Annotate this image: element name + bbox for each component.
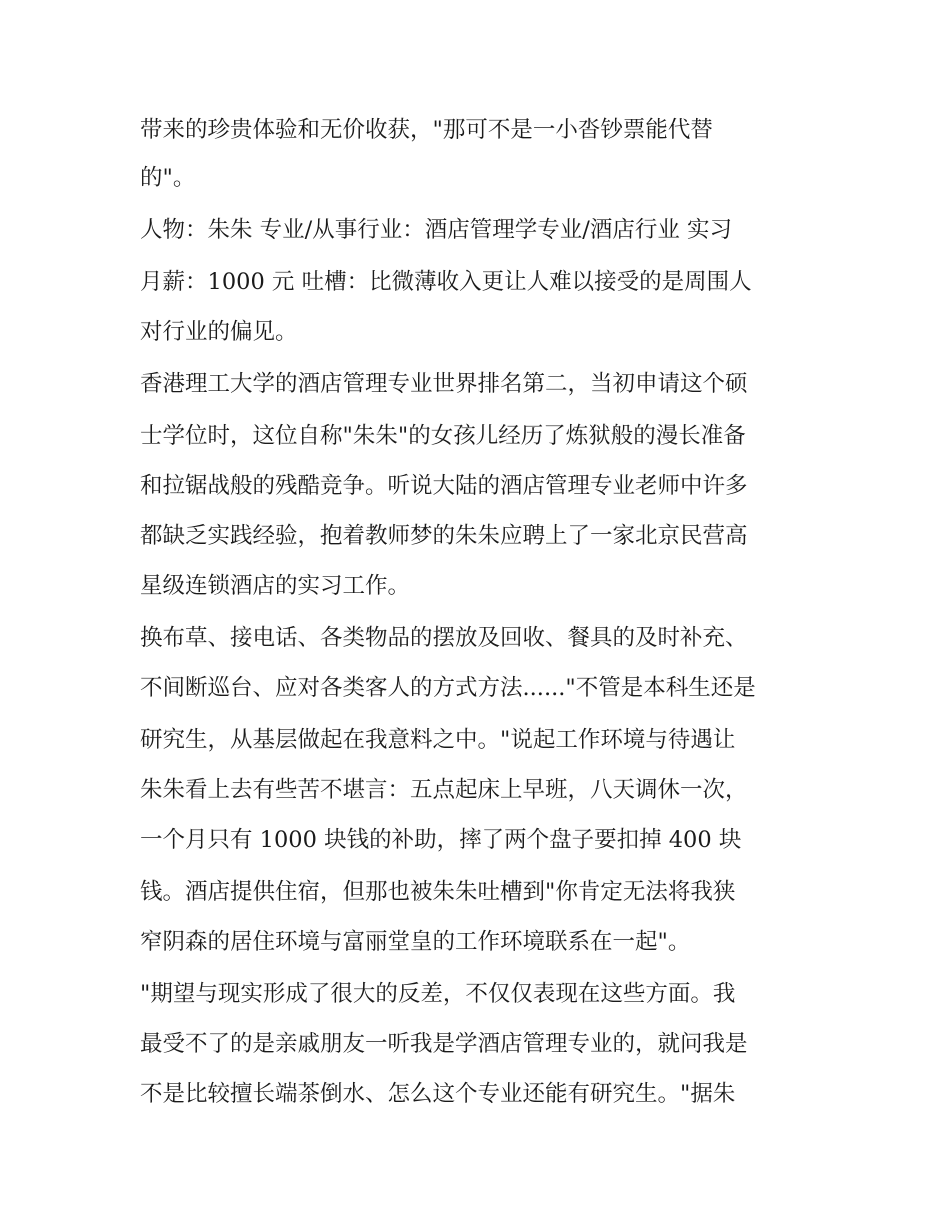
text-line: 月薪：1000 元 吐槽：比微薄收入更让人难以接受的是周围人 (140, 269, 752, 295)
text-line: 香港理工大学的酒店管理专业世界排名第二，当初申请这个硕 (140, 371, 748, 397)
text-line: 换布草、接电话、各类物品的摆放及回收、餐具的及时补充、 (140, 625, 748, 651)
text-line: 带来的珍贵体验和无价收获，"那可不是一小沓钞票能代替 (140, 117, 713, 143)
text-line: 窄阴森的居住环境与富丽堂皇的工作环境联系在一起"。 (140, 929, 691, 955)
text-line: 和拉锯战般的残酷竞争。听说大陆的酒店管理专业老师中许多 (140, 473, 748, 499)
text-line: 都缺乏实践经验，抱着教师梦的朱朱应聘上了一家北京民营高 (140, 523, 748, 549)
text-line: 钱。酒店提供住宿，但那也被朱朱吐槽到"你肯定无法将我狭 (140, 879, 736, 905)
text-line: 对行业的偏见。 (140, 319, 298, 345)
text-line: 的"。 (140, 165, 196, 191)
text-line: 一个月只有 1000 块钱的补助，摔了两个盘子要扣掉 400 块 (140, 827, 742, 853)
text-line: 最受不了的是亲戚朋友一听我是学酒店管理专业的，就问我是 (140, 1031, 748, 1057)
text-line: 朱朱看上去有些苦不堪言：五点起床上早班，八天调休一次， (140, 777, 748, 803)
text-line: 不是比较擅长端茶倒水、怎么这个专业还能有研究生。"据朱 (140, 1081, 736, 1107)
text-line: 士学位时，这位自称"朱朱"的女孩儿经历了炼狱般的漫长准备 (140, 423, 746, 449)
text-line: 星级连锁酒店的实习工作。 (140, 573, 411, 599)
text-line: 人物：朱朱 专业/从事行业：酒店管理学专业/酒店行业 实习 (140, 217, 732, 243)
text-line: "期望与现实形成了很大的反差，不仅仅表现在这些方面。我 (140, 981, 736, 1007)
text-line: 不间断巡台、应对各类客人的方式方法......"不管是本科生还是 (140, 675, 756, 701)
text-line: 研究生，从基层做起在我意料之中。"说起工作环境与待遇让 (140, 727, 736, 753)
